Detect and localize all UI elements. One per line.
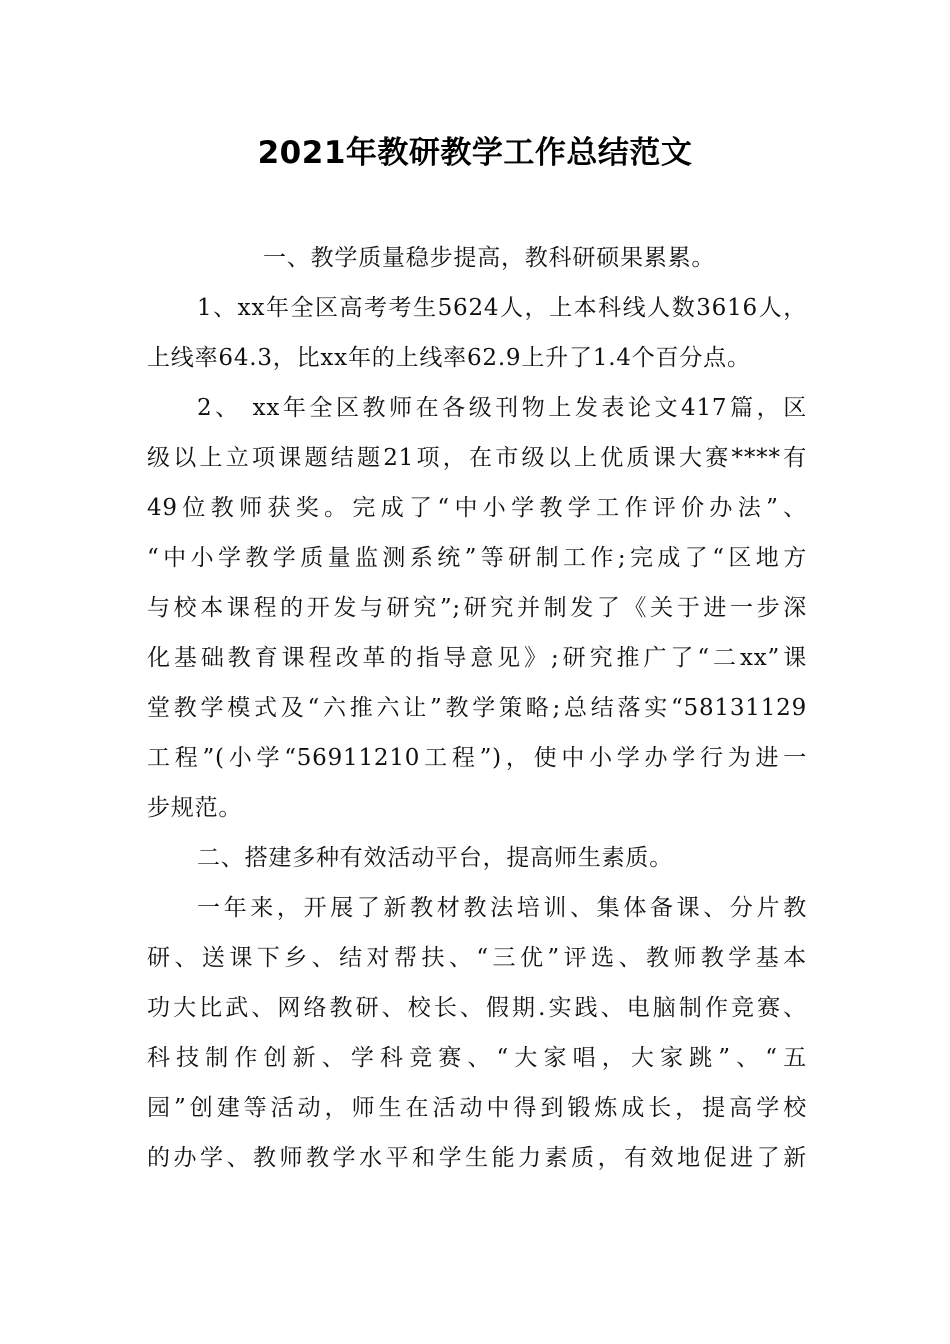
paragraph-line: 二、搭建多种有效活动平台，提高师生素质。 (197, 845, 673, 871)
paragraph-line: 1、xx年全区高考考生5624人，上本科线人数3616人， (197, 295, 807, 321)
paragraph-line: 化基础教育课程改革的指导意见》;研究推广了“二xx”课 (147, 645, 807, 671)
paragraph-line: 研、送课下乡、结对帮扶、“三优”评选、教师教学基本 (147, 945, 807, 971)
paragraph-line: 步规范。 (147, 795, 243, 821)
paragraph-line: 功大比武、网络教研、校长、假期.实践、电脑制作竞赛、 (147, 995, 807, 1021)
paragraph-line: 科技制作创新、学科竞赛、“大家唱，大家跳”、“五 (147, 1045, 807, 1071)
paragraph-line: 工程”(小学“56911210工程”)，使中小学办学行为进一 (147, 745, 807, 771)
paragraph-line: 一、教学质量稳步提高，教科研硕果累累。 (263, 245, 716, 271)
document-body (147, 233, 807, 1183)
document-title: 2021年教研教学工作总结范文 (257, 135, 693, 171)
paragraph-line: 级以上立项课题结题21项，在市级以上优质课大赛****有 (147, 445, 807, 471)
paragraph-line: 与校本课程的开发与研究”;研究并制发了《关于进一步深 (147, 595, 807, 621)
paragraph-line: 的办学、教师教学水平和学生能力素质，有效地促进了新 (147, 1145, 807, 1171)
paragraph-line: 49位教师获奖。完成了“中小学教学工作评价办法”、 (147, 495, 807, 521)
paragraph-line: 园”创建等活动，师生在活动中得到锻炼成长，提高学校 (147, 1095, 807, 1121)
paragraph-line: 上线率64.3，比xx年的上线率62.9上升了1.4个百分点。 (147, 345, 751, 371)
paragraph-line: 2、 xx年全区教师在各级刊物上发表论文417篇，区 (197, 395, 807, 421)
paragraph-line: 一年来，开展了新教材教法培训、集体备课、分片教 (197, 895, 807, 921)
paragraph-line: “中小学教学质量监测系统”等研制工作;完成了“区地方 (147, 545, 807, 571)
paragraph-line: 堂教学模式及“六推六让”教学策略;总结落实“58131129 (147, 695, 807, 721)
